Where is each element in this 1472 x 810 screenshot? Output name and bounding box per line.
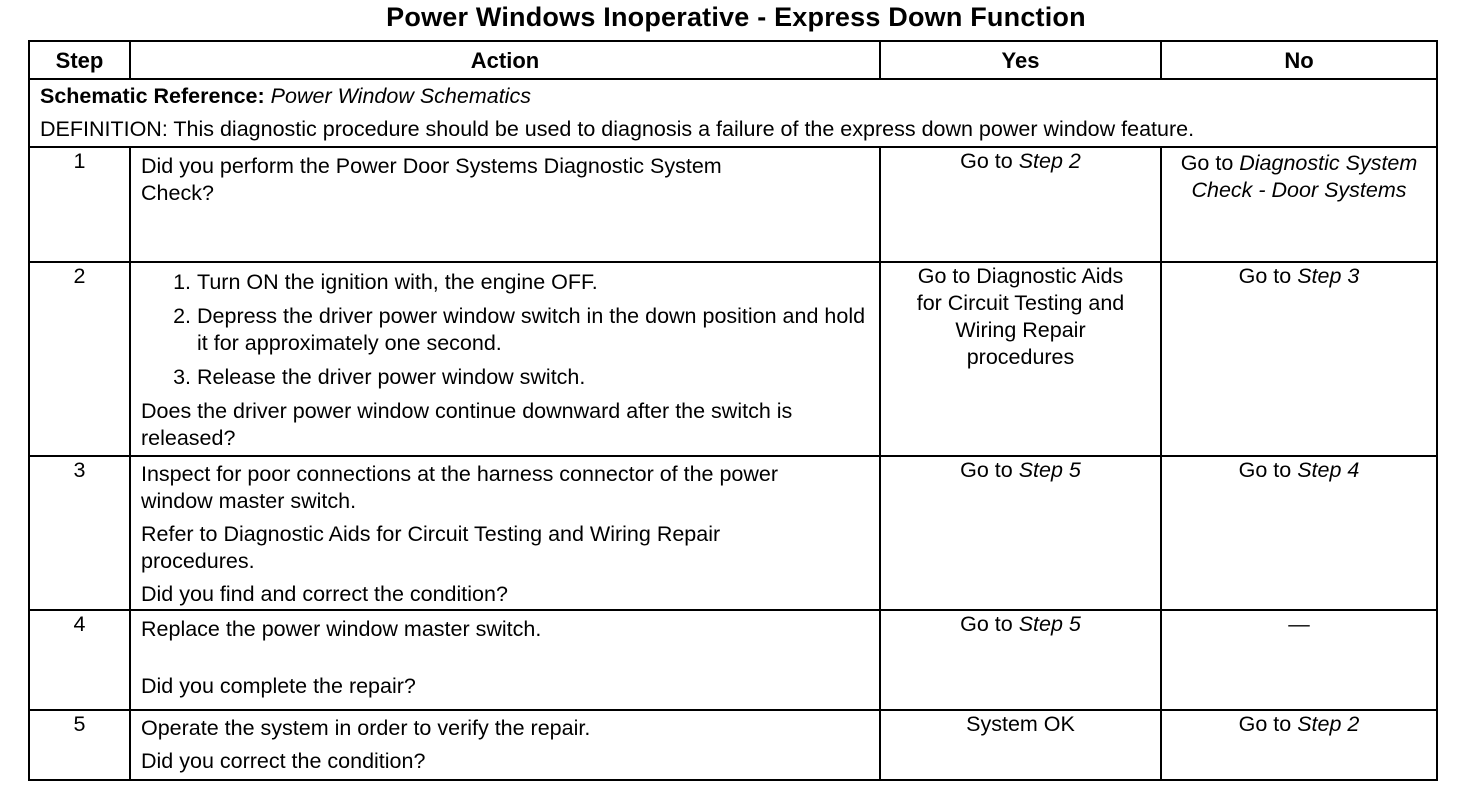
goto-prefix: Go to (960, 612, 1019, 636)
no-cell (1161, 262, 1437, 456)
header-no: No (1161, 41, 1437, 79)
goto-prefix: Go to (960, 458, 1019, 482)
no-target: Step 4 (1297, 458, 1360, 482)
list-item: 1. Turn ON the ignition with, the engine OFF. (197, 269, 869, 296)
schematic-reference (40, 80, 1426, 113)
no-cell (1161, 147, 1437, 262)
header-yes: Yes (880, 41, 1161, 79)
yes-target: Step 5 (1018, 458, 1081, 482)
action-question: Did you find and correct the condition? (141, 582, 508, 606)
no-cell (1161, 710, 1437, 780)
table-row (29, 147, 1437, 262)
yes-target: Step 5 (1018, 612, 1081, 636)
action-text: Did you perform the Power Door Systems Diagnostic System Check? (141, 154, 722, 205)
yes-cell (880, 610, 1161, 710)
header-step: Step (29, 41, 130, 79)
goto-prefix: Go to (1238, 264, 1298, 288)
list-item: 3. Release the driver power window switch. (197, 364, 869, 391)
yes-text: System OK (966, 712, 1075, 736)
goto-prefix: Go to (1180, 151, 1240, 175)
yes-cell (880, 262, 1161, 456)
reference-cell (29, 79, 1437, 147)
action-question: Did you complete the repair? (141, 674, 416, 698)
yes-cell (880, 710, 1161, 780)
diagnostic-table (28, 40, 1438, 781)
action-steps-list (141, 269, 869, 391)
step-number: 3 (29, 456, 130, 610)
no-target: Step 3 (1297, 264, 1360, 288)
goto-prefix: Go to (960, 149, 1019, 173)
yes-target: Step 2 (1018, 149, 1081, 173)
yes-text: Go to Diagnostic Aids for Circuit Testing and Wiring Repair procedures (916, 264, 1125, 369)
no-target: Diagnostic System Check - Door Systems (1191, 151, 1418, 202)
schematic-label: Schematic Reference: (40, 84, 265, 108)
step-number: 5 (29, 710, 130, 780)
no-cell (1161, 456, 1437, 610)
action-text: Refer to Diagnostic Aids for Circuit Testing and Wiring Repair procedures. (141, 522, 721, 573)
action-question: Does the driver power window continue downward after the switch is released? (141, 399, 793, 450)
step-number: 4 (29, 610, 130, 710)
action-text: Replace the power window master switch. (141, 617, 542, 641)
no-cell (1161, 610, 1437, 710)
no-target: Step 2 (1297, 712, 1360, 736)
table-row (29, 610, 1437, 710)
definition-text: DEFINITION: This diagnostic procedure should be used to diagnosis a failure of the express down power window feature. (40, 117, 1195, 141)
action-cell (130, 262, 880, 456)
reference-row (29, 79, 1437, 147)
action-text: Inspect for poor connections at the harness connector of the power window master switch. (141, 462, 779, 513)
step-number: 2 (29, 262, 130, 456)
no-dash: — (1288, 612, 1310, 636)
action-cell (130, 147, 880, 262)
table-row (29, 456, 1437, 610)
table-row (29, 262, 1437, 456)
action-cell (130, 456, 880, 610)
schematic-value: Power Window Schematics (270, 84, 531, 108)
action-text: Operate the system in order to verify the repair. (141, 716, 591, 740)
goto-prefix: Go to (1238, 458, 1298, 482)
yes-cell (880, 456, 1161, 610)
step-number: 1 (29, 147, 130, 262)
header-action: Action (130, 41, 880, 79)
yes-cell (880, 147, 1161, 262)
goto-prefix: Go to (1238, 712, 1298, 736)
list-item: 2. Depress the driver power window switch in the down position and hold it for approximately one second. (197, 303, 869, 357)
table-row (29, 710, 1437, 780)
header-row (29, 41, 1437, 79)
action-cell (130, 710, 880, 780)
action-question: Did you correct the condition? (141, 749, 426, 773)
page-title: Power Windows Inoperative - Express Down Function (386, 2, 1086, 32)
action-cell (130, 610, 880, 710)
